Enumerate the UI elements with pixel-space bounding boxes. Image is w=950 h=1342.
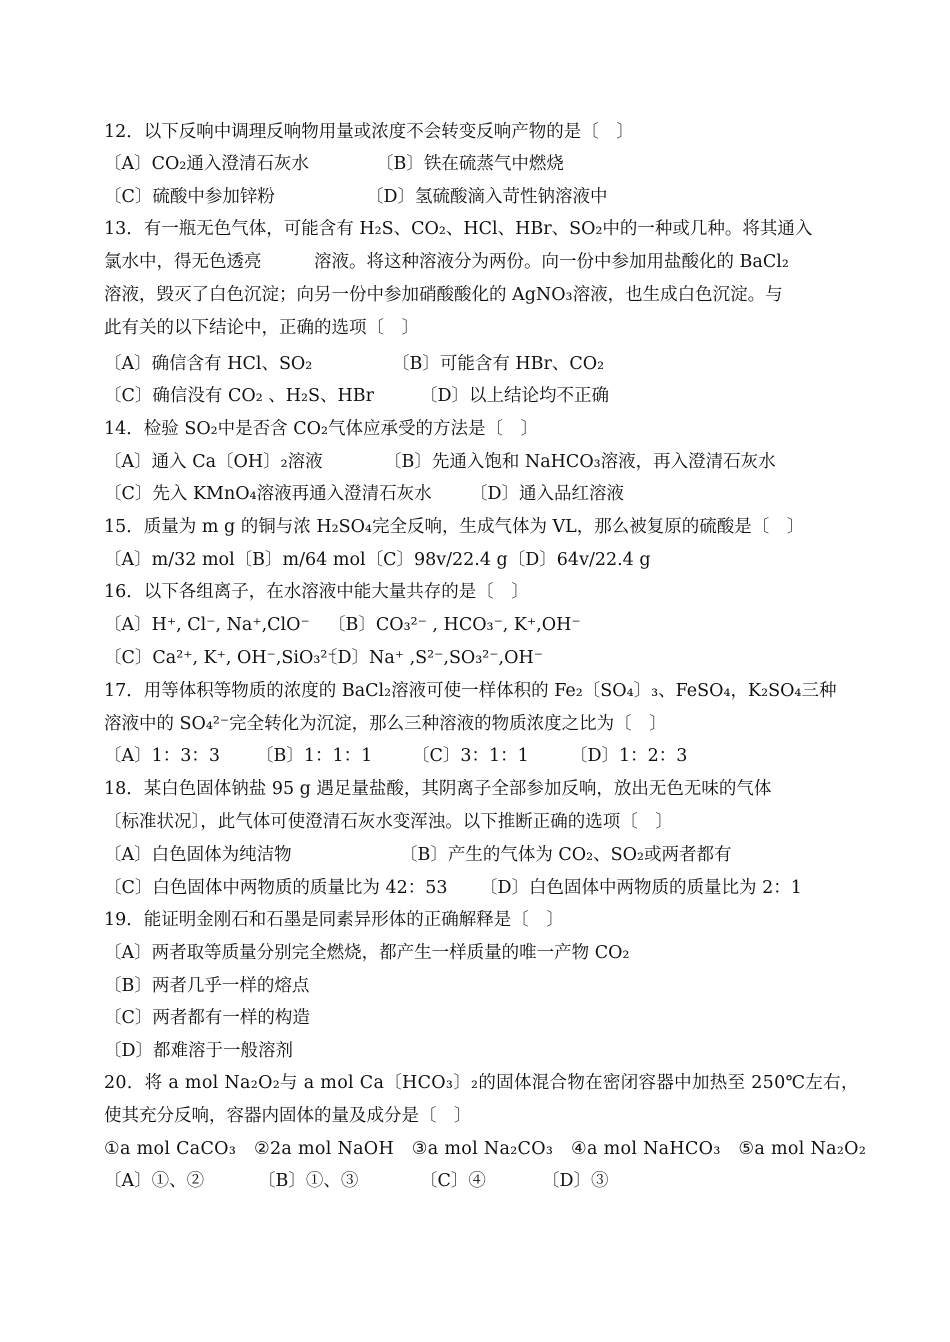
q12-option-a: 〔A〕CO₂通入澄清石灰水	[104, 154, 309, 174]
q20-option-d: 〔D〕③	[542, 1171, 609, 1191]
q13-line-4: 此有关的以下结论中，正确的选项〔 〕	[104, 318, 419, 338]
q13-option-b: 〔B〕可能含有 HBr、CO₂	[392, 354, 605, 374]
q20-items: ①a mol CaCO₃ ②2a mol NaOH ③a mol Na₂CO₃ ④a mol NaHCO₃ ⑤a mol Na₂O₂	[104, 1139, 867, 1159]
q12-option-c: 〔C〕硫酸中参加锌粉	[104, 187, 275, 207]
q17-line-2: 溶液中的 SO₄²⁻完全转化为沉淀，那么三种溶液的物质浓度之比为〔 〕	[104, 714, 667, 734]
q14-option-a: 〔A〕通入 Ca〔OH〕₂溶液	[104, 452, 323, 472]
q16-option-b: 〔B〕CO₃²⁻ , HCO₃⁻, K⁺,OH⁻	[328, 615, 581, 635]
q19-option-c: 〔C〕两者都有一样的构造	[104, 1008, 310, 1028]
q13-line-2: 氯水中，得无色透亮 溶液。将这种溶液分为两份。向一份中参加用盐酸化的 BaCl₂	[104, 252, 789, 272]
q14-option-b: 〔B〕先通入饱和 NaHCO₃溶液，再入澄清石灰水	[384, 452, 776, 472]
q17-option-a: 〔A〕1：3：3	[104, 746, 221, 766]
q19-option-d: 〔D〕都难溶于一般溶剂	[104, 1041, 294, 1061]
q17-option-b: 〔B〕1：1：1	[256, 746, 373, 766]
q15-stem: 15．质量为 m g 的铜与浓 H₂SO₄完全反响，生成气体为 VL，那么被复原的硫酸是〔 〕	[104, 517, 805, 537]
q16-option-a: 〔A〕H⁺, Cl⁻, Na⁺,ClO⁻	[104, 615, 310, 635]
q15-options: 〔A〕m/32 mol〔B〕m/64 mol〔C〕98v/22.4 g〔D〕64v/22.4 g	[104, 550, 651, 570]
q14-stem: 14．检验 SO₂中是否含 CO₂气体应承受的方法是〔 〕	[104, 419, 538, 439]
q13-line-3: 溶液，毁灭了白色沉淀；向另一份中参加硝酸酸化的 AgNO₃溶液，也生成白色沉淀。与	[104, 285, 783, 305]
q13-option-d: 〔D〕以上结论均不正确	[420, 386, 610, 406]
q18-line-2: 〔标准状况〕，此气体可使澄清石灰水变浑浊。以下推断正确的选项〔 〕	[104, 812, 673, 832]
q16-stem: 16．以下各组离子，在水溶液中能大量共存的是〔 〕	[104, 582, 529, 602]
q18-option-c: 〔C〕白色固体中两物质的质量比为 42：53	[104, 878, 448, 898]
q13-option-c: 〔C〕确信没有 CO₂ 、H₂S、HBr	[104, 386, 375, 406]
q20-option-a: 〔A〕①、②	[104, 1171, 205, 1191]
q14-option-c: 〔C〕先入 KMnO₄溶液再通入澄清石灰水	[104, 484, 432, 504]
q18-option-d: 〔D〕白色固体中两物质的质量比为 2：1	[480, 878, 802, 898]
q20-option-c: 〔C〕④	[420, 1171, 486, 1191]
q17-option-d: 〔D〕1：2：3	[570, 746, 688, 766]
q12-stem: 12．以下反响中调理反响物用量或浓度不会转变反响产物的是〔 〕	[104, 122, 634, 142]
q16-option-c: 〔C〕Ca²⁺, K⁺, OH⁻,SiO₃²⁻	[104, 648, 337, 668]
q19-stem: 19．能证明金刚石和石墨是同素异形体的正确解释是〔 〕	[104, 910, 564, 930]
q19-option-a: 〔A〕两者取等质量分别完全燃烧，都产生一样质量的唯一产物 CO₂	[104, 943, 630, 963]
q13-line-1: 13．有一瓶无色气体，可能含有 H₂S、CO₂、HCl、HBr、SO₂中的一种或几种。将其通入	[104, 219, 813, 239]
q18-line-1: 18．某白色固体钠盐 95 g 遇足量盐酸，其阴离子全部参加反响，放出无色无味的气体	[104, 779, 772, 799]
q16-option-d: 〔D〕Na⁺ ,S²⁻,SO₃²⁻,OH⁻	[320, 648, 543, 668]
q13-option-a: 〔A〕确信含有 HCl、SO₂	[104, 354, 313, 374]
q12-option-b: 〔B〕铁在硫蒸气中燃烧	[376, 154, 564, 174]
q18-option-a: 〔A〕白色固体为纯洁物	[104, 845, 292, 865]
q20-line-1: 20．将 a mol Na₂O₂与 a mol Ca〔HCO₃〕₂的固体混合物在密闭容器中加热至 250℃左右，	[104, 1073, 859, 1093]
q17-option-c: 〔C〕3：1：1	[412, 746, 529, 766]
q19-option-b: 〔B〕两者几乎一样的熔点	[104, 976, 310, 996]
q14-option-d: 〔D〕通入品红溶液	[470, 484, 625, 504]
q18-option-b: 〔B〕产生的气体为 CO₂、SO₂或两者都有	[400, 845, 732, 865]
q17-line-1: 17．用等体积等物质的浓度的 BaCl₂溶液可使一样体积的 Fe₂〔SO₄〕₃、FeSO₄，K₂SO₄三种	[104, 681, 837, 701]
q20-line-2: 使其充分反响，容器内固体的量及成分是〔 〕	[104, 1106, 472, 1126]
q20-option-b: 〔B〕①、③	[258, 1171, 359, 1191]
q12-option-d: 〔D〕氢硫酸滴入苛性钠溶液中	[366, 187, 608, 207]
